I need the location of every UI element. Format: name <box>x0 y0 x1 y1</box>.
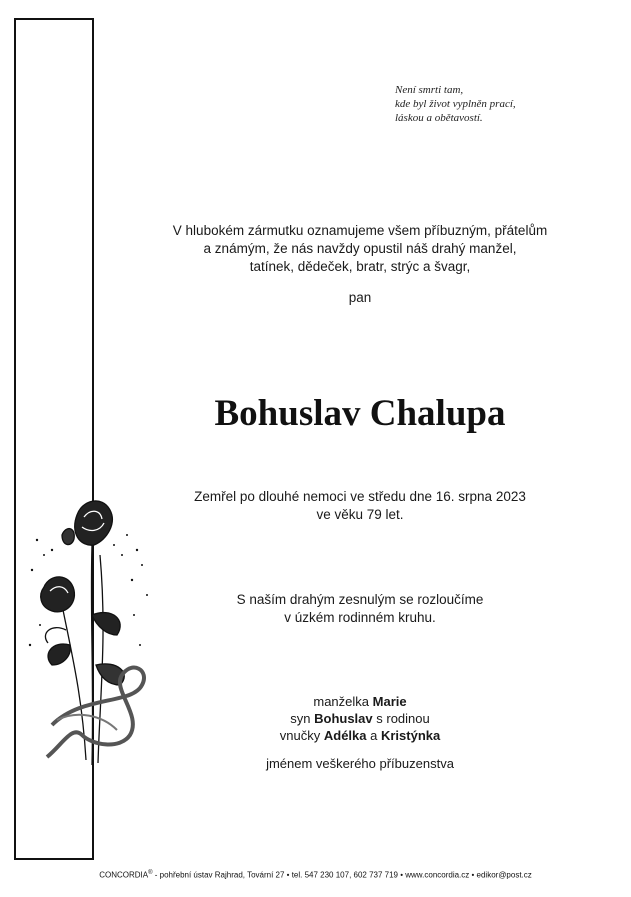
rose-with-ribbon-icon <box>22 495 157 790</box>
mourner-son <box>110 710 610 727</box>
farewell-line: S naším drahým zesnulým se rozloučíme <box>236 592 484 607</box>
deceased-name: Bohuslav Chalupa <box>214 393 506 434</box>
motto-line: kde byl život vyplněn prací, <box>395 98 516 110</box>
mourner-name: Marie <box>372 694 407 709</box>
age-line: ve věku 79 let. <box>316 507 404 522</box>
conjunction: a <box>370 728 378 743</box>
relation-label: manželka <box>313 694 370 709</box>
mourner-name: Bohuslav <box>314 711 373 726</box>
motto-line: láskou a obětavostí. <box>395 112 483 124</box>
farewell-line: v úzkém rodinném kruhu. <box>284 610 436 625</box>
farewell-text <box>110 591 610 627</box>
announcement-line: a známým, že nás navždy opustil náš drahý manžel, <box>203 241 517 256</box>
mourner-name: Kristýnka <box>380 728 441 743</box>
announcement-line: tatínek, dědeček, bratr, strýc a švagr, <box>249 259 471 274</box>
title-word: pan <box>348 290 372 305</box>
on-behalf-line: jménem veškerého příbuzenstva <box>266 756 454 771</box>
funeral-service-footer <box>0 870 631 880</box>
death-details <box>110 488 610 524</box>
registered-mark: ® <box>148 870 153 876</box>
relation-label: vnučky <box>279 728 321 743</box>
motto-quote <box>395 83 615 125</box>
footer-brand: CONCORDIA <box>99 870 149 880</box>
mourner-granddaughters <box>110 727 610 744</box>
mourner-name: Adélka <box>323 728 367 743</box>
footer-contact: - pohřební ústav Rajhrad, Tovární 27 • tel. 547 230 107, 602 737 719 • www.concordia.cz • edikor@post.cz <box>152 870 532 880</box>
motto-line: Není smrti tam, <box>395 84 464 96</box>
death-line: Zemřel po dlouhé nemoci ve středu dne 16. srpna 2023 <box>194 489 526 504</box>
announcement-text <box>110 222 610 276</box>
relation-label: syn <box>290 711 311 726</box>
announcement-line: V hlubokém zármutku oznamujeme všem příbuzným, přátelům <box>172 223 548 238</box>
mourner-wife <box>110 693 610 710</box>
mourners-list <box>110 693 610 744</box>
relation-suffix: s rodinou <box>376 711 430 726</box>
